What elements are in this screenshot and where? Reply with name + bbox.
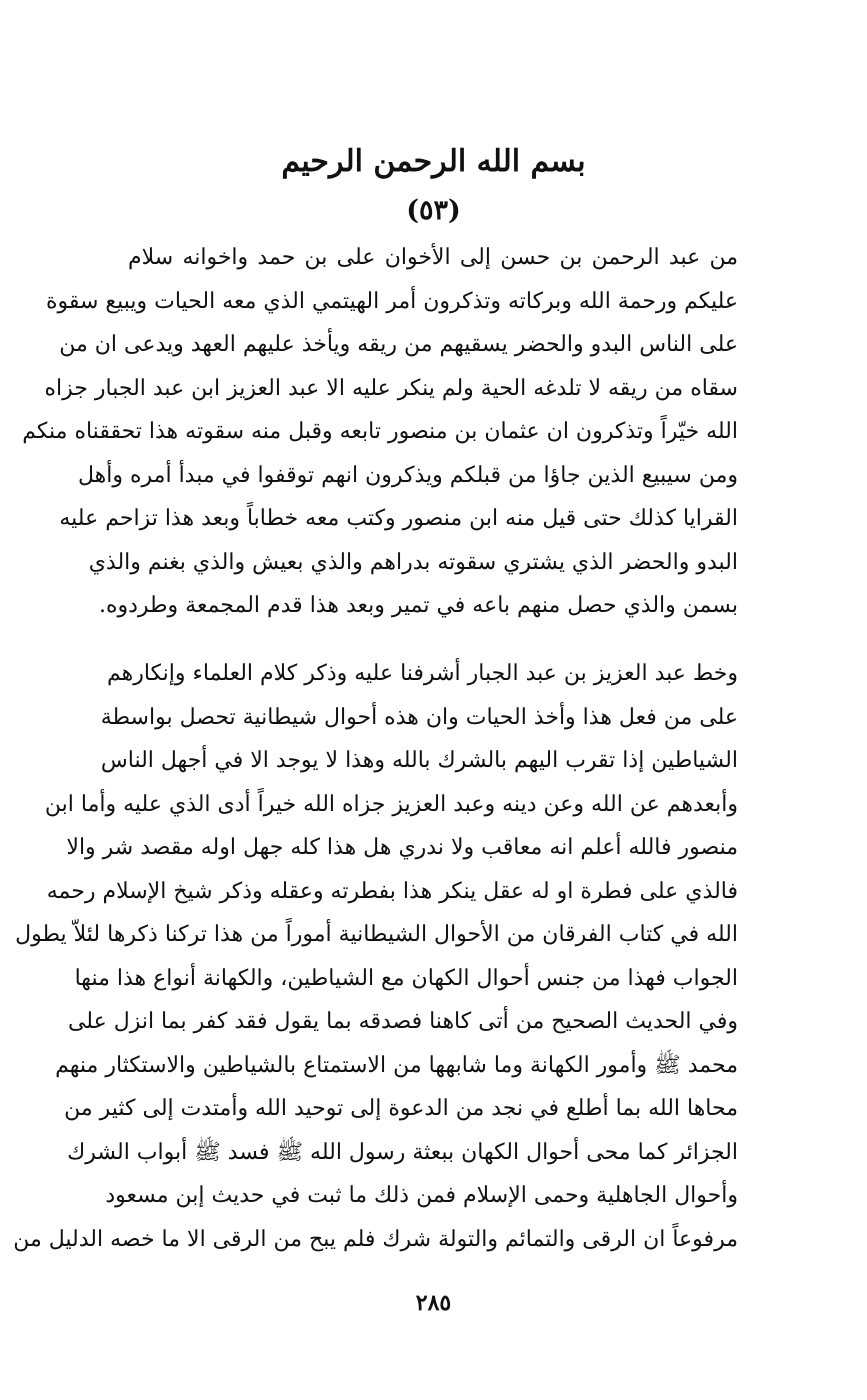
- text-line: الجواب فهذا من جنس أحوال الكهان مع الشياطين، والكهانة أنواع هذا منها: [74, 965, 738, 991]
- text-line: القرايا كذلك حتى قيل منه ابن منصور وكتب معه خطاباً وبعد هذا تزاحم عليه: [59, 506, 738, 531]
- text-line: محمد ﷺ وأمور الكهانة وما شابهها من الاستمتاع بالشياطين والاستكثار منهم: [55, 1052, 738, 1078]
- text-line: الجزائر كما محى أحوال الكهان ببعثة رسول الله ﷺ فسد ﷺ أبواب الشرك: [67, 1139, 738, 1165]
- text-line: وخط عبد العزيز بن عبد الجبار أشرفنا عليه وذكر كلام العلماء وإنكارهم: [106, 661, 738, 686]
- text-line: على الناس البدو والحضر يسقيهم من ريقه ويأخذ عليهم العهد ويدعى ان من: [59, 332, 738, 357]
- basmala-heading: بسم الله الرحمن الرحيم: [281, 144, 586, 179]
- text-line: عليكم ورحمة الله وبركاته وتذكرون أمر الهيتمي الذي معه الحيات ويبيع سقوة: [45, 288, 738, 314]
- text-line: سقاه من ريقه لا تلدغه الحية ولم ينكر عليه الا عبد العزيز ابن عبد الجبار جزاه: [44, 375, 738, 401]
- text-line: وأبعدهم عن الله وعن دينه وعبد العزيز جزاه الله خيراً أدى الذي عليه وأما ابن: [44, 791, 738, 817]
- text-line: الله خيّراً وتذكرون ان عثمان بن منصور تابعه وقبل منه سقوته هذا تحققناه منكم: [22, 419, 738, 444]
- paragraph-2: [13, 652, 738, 1261]
- text-line: مرفوعاً ان الرقى والتمائم والتولة شرك فلم يبح من الرقى الا ما خصه الدليل من: [13, 1226, 738, 1252]
- page-number: ٢٨٥: [415, 1290, 452, 1316]
- letter-number: (٥٣): [406, 195, 461, 226]
- text-line: وفي الحديث الصحيح من أتى كاهنا فصدقه بما يقول فقد كفر بما انزل على: [67, 1009, 738, 1034]
- text-line: من عبد الرحمن بن حسن إلى الأخوان على بن حمد واخوانه سلام: [128, 245, 738, 270]
- text-line: منصور فالله أعلم انه معاقب ولا ندري هل هذا كله جهل اوله مقصد شر والا: [66, 835, 738, 860]
- text-line: ومن سيبيع الذين جاؤا من قبلكم ويذكرون انهم توقفوا في مبدأ أمره وأهل: [78, 462, 738, 488]
- text-line: الله في كتاب الفرقان من الأحوال الشيطانية أموراً من هذا تركنا ذكرها لئلاّ يطول: [15, 922, 738, 947]
- text-line: محاها الله بما أطلع في نجد من الدعوة إلى توحيد الله وأمتدت إلى كثير من: [64, 1096, 738, 1121]
- text-line: وأحوال الجاهلية وحمى الإسلام فمن ذلك ما ثبت في حديث إبن مسعود: [105, 1183, 738, 1208]
- text-line: على من فعل هذا وأخذ الحيات وان هذه أحوال شيطانية تحصل بواسطة: [100, 704, 738, 730]
- text-line: بسمن والذي حصل منهم باعه في تمير وبعد هذا قدم المجمعة وطردوه.: [98, 593, 738, 618]
- paragraph-1: [22, 236, 738, 628]
- text-line: الشياطين إذا تقرب اليهم بالشرك بالله وهذا لا يوجد الا في أجهل الناس: [100, 748, 738, 773]
- text-line: فالذي على فطرة او له عقل ينكر هذا بفطرته وعقله وذكر شيخ الإسلام رحمه: [46, 878, 738, 904]
- text-line: البدو والحضر الذي يشتري سقوته بدراهم والذي بعيش والذي بغنم والذي: [88, 549, 738, 575]
